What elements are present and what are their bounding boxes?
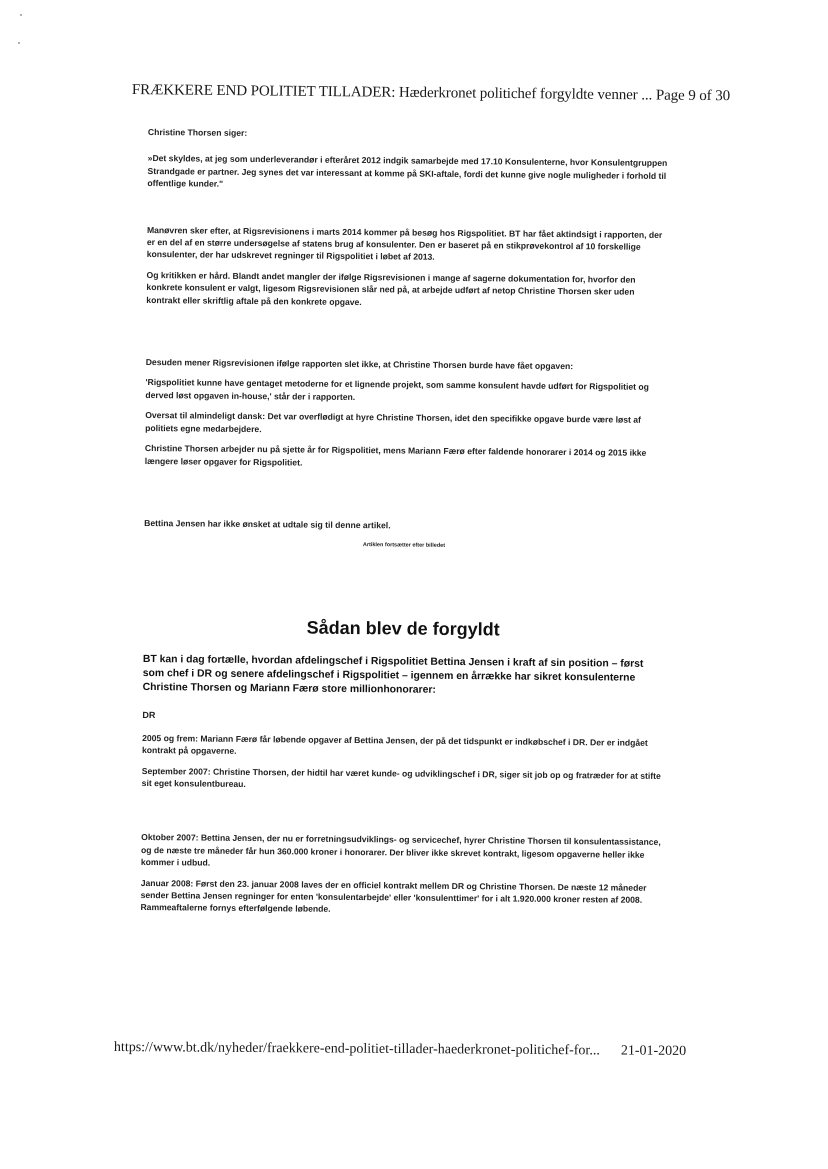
header-text: FRÆKKERE END POLITIET TILLADER: Hæderkronet politichef forgyldte venner ... Page 9 of 30 xyxy=(131,82,731,105)
timeline-entry: 2005 og frem: Mariann Færø får løbende opgaver af Bettina Jensen, der på det tidspunkt er indkøbschef i DR. Der er indgået kontrakt på opgaverne. xyxy=(141,732,648,757)
article-body xyxy=(140,126,668,919)
paragraph: Oversat til almindeligt dansk: Det var overflødigt at hyre Christine Thorsen, idet den specifikke opgave burde være løst af politiets egne medarbejdere. xyxy=(145,410,641,434)
quote-paragraph: »Det skyldes, at jeg som underleverandør i efteråret 2012 indgik samarbejde med 17.10 Konsulenterne, hvor Konsulentgruppen Strandgade er partner. Jeg synes det var interessant at komme på SKI-aftale, fordi det kunne give nogle muligheder i forhold til offentlige kunder." xyxy=(147,153,668,189)
page-header xyxy=(131,82,731,105)
speaker-line: Christine Thorsen siger: xyxy=(147,126,248,138)
timeline-entry: Januar 2008: Først den 23. januar 2008 laves der en officiel kontrakt mellem DR og Christine Thorsen. De næste 12 måneder sender Bettina Jensen regninger for enten 'konsulentarbejde' eller 'konsulenttimer' for i alt 1.920.000 kroner resten af 2008. Rammeaftalerne fornys efterfølgende løbende. xyxy=(140,877,647,915)
timeline-entry: Oktober 2007: Bettina Jensen, der nu er forretningsudviklings- og servicechef, hyrer Christine Thorsen til konsulentassistance, og de næste tre måneder får hun 360.000 kroner i honorarer. Der bliver ikke skrevet kontrakt, ligesom opgaverne heller ikke kommer i udbud. xyxy=(140,832,661,868)
scan-speck xyxy=(20,14,22,16)
paragraph: Desuden mener Rigsrevisionen ifølge rapporten slet ikke, at Christine Thorsen burde have fået opgaven: xyxy=(145,357,574,372)
quote-paragraph: 'Rigspolitiet kunne have gentaget metoderne for et lignende projekt, som samme konsulent havde udført for Rigspolitiet og derved løst opgaven in-house,' står der i rapporten. xyxy=(145,377,649,402)
paragraph: Bettina Jensen har ikke ønsket at udtale sig til denne artikel. xyxy=(144,517,391,531)
paragraph: Christine Thorsen arbejder nu på sjette år for Rigspolitiet, mens Mariann Færø efter faldende honorarer i 2014 og 2015 ikke længere løser opgaver for Rigspolitiet. xyxy=(144,443,647,467)
section-title: Sådan blev de forgyldt xyxy=(306,617,500,640)
paragraph: Og kritikken er hård. Blandt andet mangler der ifølge Rigsrevisionen i mange af sagerne dokumentation for, hvorfor den konkrete konsulent er valgt, ligesom Rigsrevisionen slår ned på, at arbejde udført af netop Christine Thorsen sker uden kontrakt eller skriftlig aftale på den konkrete opgave. xyxy=(146,269,636,307)
timeline-entry: September 2007: Christine Thorsen, der hidtil har været kunde- og udviklingschef i DR, siger sit job op og fratræder for at stifte sit eget konsulentbureau. xyxy=(141,765,661,789)
page-footer xyxy=(114,1040,694,1060)
subheading: DR xyxy=(142,710,156,721)
paragraph: Manøvren sker efter, at Rigsrevisionens i marts 2014 kommer på besøg hos Rigspolitiet. BT har fået aktindsigt i rapporten, der er en del af en større undersøgelse af statens brug af konsulenter. Den er baseret på en stikprøvekontrol af 10 forskellige konsulenter, der har udskrevet regninger til Rigspolitiet i løbet af 2013. xyxy=(146,224,663,263)
image-caption: Artiklen fortsætter efter billedet xyxy=(362,542,446,550)
footer-url: https://www.bt.dk/nyheder/fraekkere-end-politiet-tillader-haederkronet-politichef-for... xyxy=(113,1040,600,1059)
lead-paragraph: BT kan i dag fortælle, hvordan afdelingschef i Rigspolitiet Bettina Jensen i kraft af sin position – først som chef i DR og senere afdelingschef i Rigspolitiet – igennem en årrække har sikret konsulenterne Christine Thorsen og Mariann Færø store millionhonorarer: xyxy=(142,654,644,697)
scan-speck xyxy=(18,42,20,44)
footer-date: 21-01-2020 xyxy=(620,1043,687,1059)
